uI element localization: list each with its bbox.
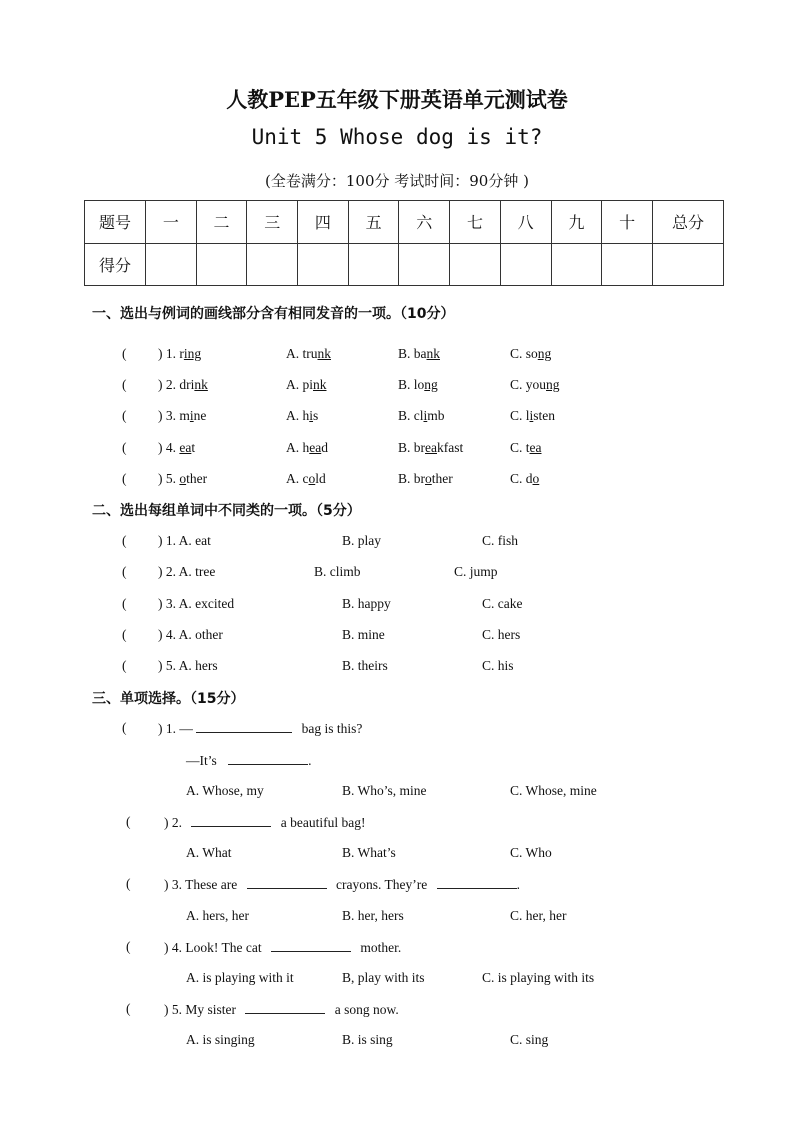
score-table-col: 十 <box>602 201 653 244</box>
option-b[interactable]: B. climb <box>314 564 361 579</box>
underlined-letters: ea <box>529 440 542 455</box>
question-stem <box>158 720 362 737</box>
option-a[interactable] <box>286 440 328 456</box>
option-a[interactable]: ) 1. A. eat <box>158 533 211 548</box>
underlined-letters: o <box>425 471 432 486</box>
word-part: C. d <box>510 471 533 486</box>
option-c[interactable]: C. fish <box>482 533 519 548</box>
answer-blank[interactable] <box>437 876 517 889</box>
question-text: bag is this? <box>301 721 363 736</box>
question-bracket[interactable]: ( <box>122 596 127 611</box>
page-title: 人教PEP五年级下册英语单元测试卷 <box>226 87 568 112</box>
score-cell[interactable] <box>399 243 450 286</box>
option-b[interactable]: B. happy <box>342 596 391 611</box>
question-text: ) 3. These are <box>164 877 238 892</box>
option-c[interactable] <box>510 346 551 362</box>
answer-blank[interactable] <box>228 752 308 765</box>
word-part: C. l <box>510 408 530 423</box>
option-b[interactable]: B. theirs <box>342 658 388 673</box>
option-b[interactable]: B, play with its <box>342 970 425 985</box>
answer-blank[interactable] <box>271 939 351 952</box>
word-part: C. so <box>510 346 538 361</box>
option-b[interactable] <box>398 346 440 362</box>
answer-blank[interactable] <box>245 1001 325 1014</box>
score-table-col: 九 <box>551 201 602 244</box>
question-stem <box>164 814 365 831</box>
score-cell[interactable] <box>348 243 399 286</box>
option-a[interactable] <box>286 408 318 424</box>
score-cell[interactable] <box>602 243 653 286</box>
score-table-col: 七 <box>450 201 501 244</box>
option-c[interactable] <box>510 471 539 487</box>
option-c[interactable]: C. is playing with its <box>482 970 595 985</box>
option-a[interactable]: A. is singing <box>186 1032 255 1047</box>
question-text: . <box>516 877 520 892</box>
option-a[interactable]: ) 2. A. tree <box>158 564 216 579</box>
section-3-title: 三、单项选择。（15分） <box>92 691 245 707</box>
underlined-letters: nk <box>317 346 331 361</box>
word-part: A. h <box>286 408 310 423</box>
answer-blank[interactable] <box>247 876 327 889</box>
score-table <box>84 200 724 286</box>
word-part: ne <box>193 408 207 423</box>
question-text: a song now. <box>334 1002 399 1017</box>
question-bracket[interactable]: ( <box>126 876 131 891</box>
question-bracket[interactable]: ( <box>122 408 127 423</box>
word-part: ) 4. <box>158 440 180 455</box>
word-part: ) 5. <box>158 471 180 486</box>
question-bracket[interactable]: ( <box>122 440 127 455</box>
word-part: A. pi <box>286 377 313 392</box>
word-part: s <box>313 408 319 423</box>
option-a[interactable]: ) 4. A. other <box>158 627 223 642</box>
underlined-letters: ea <box>309 440 322 455</box>
score-table-label: 题号 <box>85 201 146 244</box>
word-part: d <box>321 440 328 455</box>
question-text: a beautiful bag! <box>280 815 366 830</box>
underlined-letters: o <box>179 471 187 486</box>
score-table-col: 五 <box>348 201 399 244</box>
score-table-header-row <box>85 201 724 244</box>
option-c[interactable] <box>510 377 560 393</box>
option-b[interactable] <box>398 377 438 393</box>
option-a[interactable]: A. What <box>186 845 232 860</box>
question-bracket[interactable]: ( <box>122 627 127 642</box>
option-a[interactable] <box>286 377 327 393</box>
example-word <box>158 377 208 393</box>
example-word <box>158 408 206 424</box>
word-part: ld <box>315 471 326 486</box>
underlined-letters: o <box>532 471 540 486</box>
word-part: B. br <box>398 471 425 486</box>
underlined-letters: ea <box>179 440 192 455</box>
question-text: mother. <box>360 940 402 955</box>
score-table-col: 三 <box>247 201 298 244</box>
question-bracket[interactable]: ( <box>122 658 127 673</box>
option-c[interactable]: C. Who <box>510 845 552 860</box>
underlined-letters: i <box>423 408 428 423</box>
option-a[interactable]: A. hers, her <box>186 908 249 923</box>
option-c[interactable]: C. cake <box>482 596 523 611</box>
option-b[interactable]: B. play <box>342 533 381 548</box>
word-part: B. cl <box>398 408 424 423</box>
section-1-title: 一、选出与例词的画线部分含有相同发音的一项。（10分） <box>92 306 455 322</box>
score-table-score-row <box>85 243 724 286</box>
option-c[interactable] <box>510 408 555 424</box>
score-table-col: 八 <box>500 201 551 244</box>
word-part: C. t <box>510 440 530 455</box>
option-c[interactable]: C. Whose, mine <box>510 783 597 798</box>
word-part: ) 3. <box>158 408 180 423</box>
option-b[interactable] <box>398 471 453 487</box>
underlined-letters: i <box>529 408 534 423</box>
example-word <box>158 346 201 362</box>
option-a[interactable]: ) 5. A. hers <box>158 658 218 673</box>
unit-title: Unit 5 Whose dog is it? <box>251 125 543 149</box>
option-b[interactable]: B. What’s <box>342 845 396 860</box>
question-text: crayons. They’re <box>335 877 428 892</box>
word-part: B. br <box>398 440 425 455</box>
answer-blank[interactable] <box>196 720 292 733</box>
word-part: B. ba <box>398 346 427 361</box>
word-part: mb <box>427 408 445 423</box>
underlined-letters: o <box>308 471 316 486</box>
question-text: ) 1. — <box>158 721 193 736</box>
score-cell[interactable] <box>500 243 551 286</box>
option-c[interactable]: C. hers <box>482 627 521 642</box>
underlined-letters: i <box>189 408 194 423</box>
score-cell[interactable] <box>298 243 349 286</box>
example-word <box>158 440 195 456</box>
underlined-letters: nk <box>426 346 440 361</box>
word-part: C. you <box>510 377 547 392</box>
score-table-total: 总分 <box>653 201 724 244</box>
question-text: —It’s <box>186 753 217 768</box>
question-stem <box>164 939 401 956</box>
question-bracket[interactable]: ( <box>122 471 127 486</box>
underlined-letters: ea <box>425 440 437 455</box>
question-bracket[interactable]: ( <box>122 346 127 361</box>
example-word <box>158 471 207 487</box>
word-part: A. tru <box>286 346 318 361</box>
section-2-title: 二、选出每组单词中不同类的一项。（5分） <box>92 503 361 519</box>
word-part: A. c <box>286 471 309 486</box>
exam-meta: (全卷满分：100分 考试时间：90分钟 ) <box>265 172 529 190</box>
question-text: . <box>308 753 312 768</box>
question-stem <box>164 876 520 893</box>
option-a[interactable] <box>286 346 331 362</box>
word-part: ther <box>186 471 208 486</box>
word-part: dri <box>179 377 195 392</box>
score-table-score-label: 得分 <box>85 243 146 286</box>
underlined-letters: i <box>309 408 314 423</box>
underlined-letters: nk <box>194 377 208 392</box>
score-cell[interactable] <box>247 243 298 286</box>
question-bracket[interactable]: ( <box>122 377 127 392</box>
score-table-col: 六 <box>399 201 450 244</box>
question-bracket[interactable]: ( <box>122 564 127 579</box>
option-c[interactable] <box>510 440 542 456</box>
score-table-col: 二 <box>196 201 247 244</box>
underlined-letters: ng <box>546 377 560 392</box>
option-c[interactable]: C. jump <box>454 564 498 579</box>
word-part: r <box>179 346 184 361</box>
option-c[interactable]: C. sing <box>510 1032 549 1047</box>
question-text: ) 4. Look! The cat <box>164 940 262 955</box>
word-part: ther <box>431 471 453 486</box>
option-a[interactable]: A. is playing with it <box>186 970 294 985</box>
question-stem <box>164 1001 399 1018</box>
word-part: kfast <box>436 440 464 455</box>
question-text: ) 5. My sister <box>164 1002 236 1017</box>
question-bracket[interactable]: ( <box>122 720 127 735</box>
score-cell[interactable] <box>551 243 602 286</box>
option-b[interactable]: B. mine <box>342 627 385 642</box>
score-cell[interactable] <box>450 243 501 286</box>
word-part: B. lo <box>398 377 425 392</box>
option-a[interactable] <box>286 471 326 487</box>
option-b[interactable]: B. her, hers <box>342 908 404 923</box>
word-part: m <box>179 408 190 423</box>
score-table-col: 一 <box>146 201 197 244</box>
answer-blank[interactable] <box>191 814 271 827</box>
word-part: A. h <box>286 440 310 455</box>
question-bracket[interactable]: ( <box>126 939 131 954</box>
underlined-letters: ing <box>183 346 202 361</box>
option-c[interactable]: C. his <box>482 658 514 673</box>
question-bracket[interactable]: ( <box>122 533 127 548</box>
option-b[interactable]: B. is sing <box>342 1032 393 1047</box>
underlined-letters: ng <box>537 346 552 361</box>
word-part: t <box>191 440 196 455</box>
underlined-letters: nk <box>313 377 327 392</box>
score-cell[interactable] <box>196 243 247 286</box>
question-bracket[interactable]: ( <box>126 1001 131 1016</box>
word-part: ) 2. <box>158 377 180 392</box>
score-cell-total[interactable] <box>653 243 724 286</box>
question-bracket[interactable]: ( <box>126 814 131 829</box>
question-text: ) 2. <box>164 815 182 830</box>
score-cell[interactable] <box>146 243 197 286</box>
option-b[interactable] <box>398 408 445 424</box>
word-part: ) 1. <box>158 346 180 361</box>
option-a[interactable]: ) 3. A. excited <box>158 596 235 611</box>
option-c[interactable]: C. her, her <box>510 908 567 923</box>
option-b[interactable]: B. Who’s, mine <box>342 783 427 798</box>
word-part: sten <box>533 408 556 423</box>
option-b[interactable] <box>398 440 463 456</box>
option-a[interactable]: A. Whose, my <box>186 783 264 798</box>
underlined-letters: ng <box>424 377 438 392</box>
score-table-col: 四 <box>298 201 349 244</box>
question-stem-line2 <box>186 752 312 769</box>
